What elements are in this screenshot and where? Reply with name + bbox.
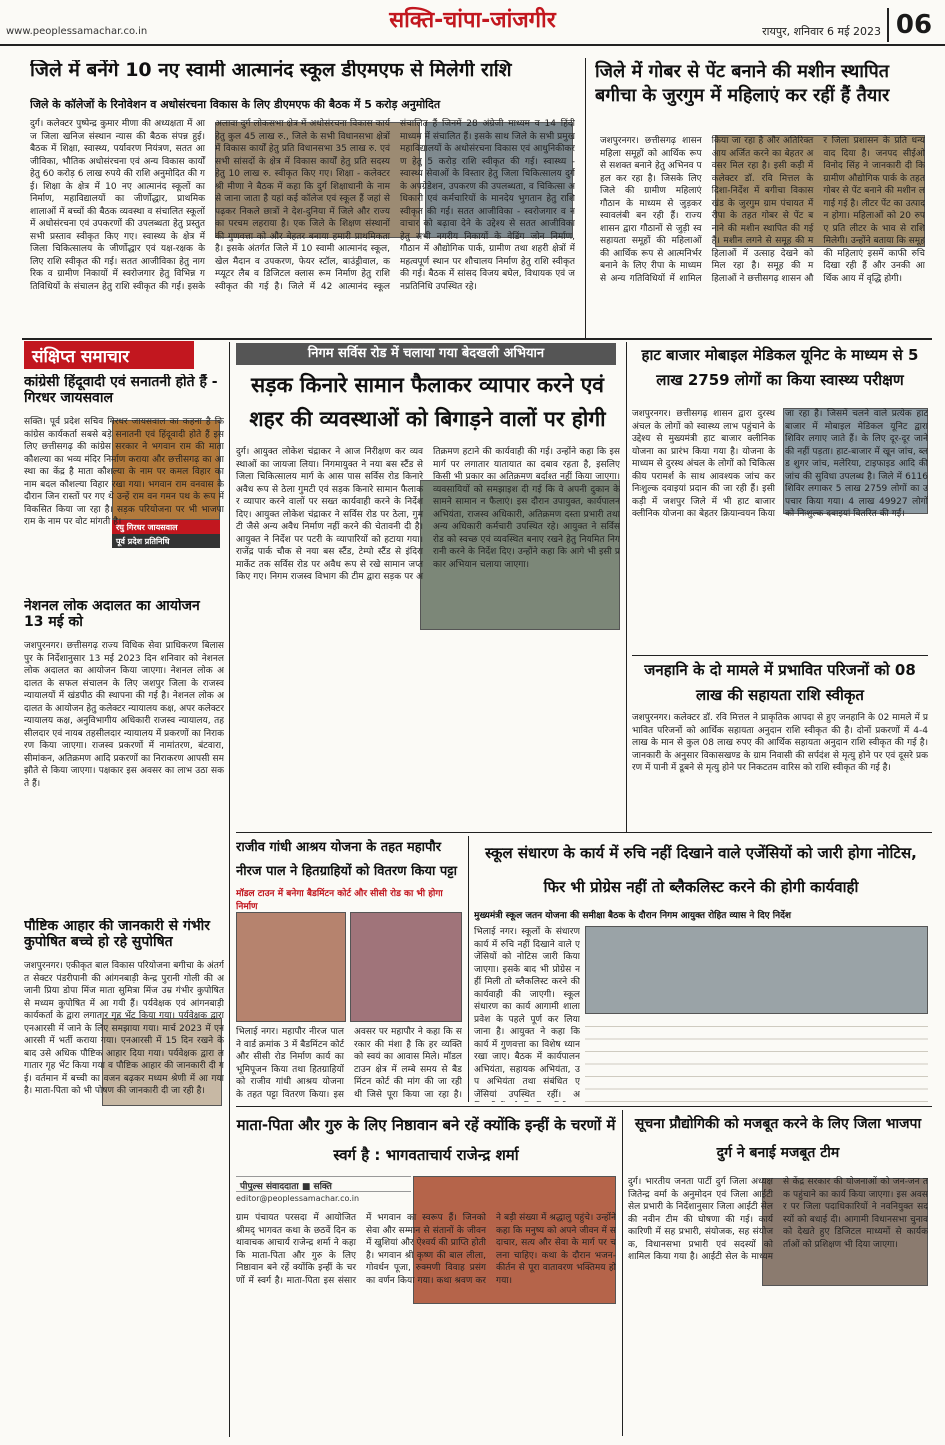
divider: [632, 655, 928, 656]
s9-body: दुर्ग। भारतीय जनता पार्टी दुर्ग जिला अध्यक्ष जितेन्द्र वर्मा के अनुमोदन एवं जिला आईटी सेल प्रभारी के निर्देशानुसार जिला आईटी सेल की नवीन टीम की घोषणा की गई। कार्यकारिणी में सह प्रभारी, संयोजक, सह संयोजक, विधानसभा प्रभारी एवं सदस्यों को शामिल किया गया है। आईटी सेल के माध्यम से केंद्र सरकार की योजनाओं को जन-जन तक पहुंचाने का कार्य किया जाएगा। इस अवसर पर जिला पदाधिकारियों ने नवनियुक्त सदस्यों को बधाई दी। आगामी विधानसभा चुनाव को देखते हुए डिजिटल माध्यमों से कार्यकर्ताओं को प्रशिक्षण भी दिया जाएगा।: [628, 1177, 928, 1262]
divider: [468, 836, 469, 1102]
divider: [229, 342, 230, 1437]
s6-photo-patta-1: [236, 912, 346, 1022]
s1-headline: जिले में बनेंगे 10 नए स्वामी आत्मानंद स्कूल डीएमएफ से मिलेगी राशि: [30, 60, 512, 81]
divider: [622, 1110, 623, 1436]
s3-body: दुर्ग। आयुक्त लोकेश चंद्राकर ने आज निरीक्षण कर व्यवस्थाओं का जायजा लिया। निगमायुक्त ने नया बस स्टैंड से जिला चिकित्सालय मार्ग के आस पास सर्विस रोड किनारे अवैध रूप से ठेला गुमटी एवं सड़क किनारे सामान फैलाकर व्यापार करने वालों पर सख्त कार्यवाही करने के निर्देश दिए। आयुक्त लोकेश चंद्राकर ने सर्विस रोड पर ठेला, गुमटी जैसे अन्य अवैध निर्माण नहीं करने की चेतावनी दी है। आयुक्त ने निर्देश पर पटरी के व्यापारियों को हटाया गया। राजेंद्र पार्क चौक से नया बस स्टैंड, टेम्पो स्टैंड से इंदिरा मार्केट तक सर्विस रोड पर अवैध रूप से रखे सामान जप्त किए गए। निगम राजस्व विभाग की टीम द्वारा सड़क पर अतिक्रमण हटाने की कार्यवाही की गई। उन्होंने कहा कि इस मार्ग पर लगातार यातायात का दबाव रहता है, इसलिए किसी भी प्रकार का अतिक्रमण बर्दाश्त नहीं किया जाएगा। व्यवसायियों को समझाइश दी गई कि वे अपनी दुकान के सामने सामान न फैलाएं। इस दौरान उपायुक्त, कार्यपालन अभियंता, राजस्व अधिकारी, अतिक्रमण दस्ता प्रभारी तथा अन्य अधिकारी कर्मचारी उपस्थित रहे। आयुक्त ने सर्विस रोड को स्वच्छ एवं व्यवस्थित बनाए रखने हेतु नियमित निगरानी करने के निर्देश दिए। उन्होंने कहा कि आगे भी इसी प्रकार अभियान चलाया जाएगा।: [236, 447, 620, 582]
s5-body: जशपुरनगर। कलेक्टर डॉ. रवि मित्तल ने प्राकृतिक आपदा से हुए जनहानि के 02 मामले में प्रभावित परिजनों को आर्थिक सहायता अनुदान राशि स्वीकृत की है। दोनों प्रकरणों में 4-4 लाख के मान से कुल 08 लाख रुपए की आर्थिक सहायता अनुदान राशि स्वीकृत की गई है। जानकारी के अनुसार विकासखण्ड के ग्राम निवासी की सर्पदंश से मृत्यु होने पर एवं दूसरे प्रकरण में पानी में डूबने से मृत्यु होने पर निकटतम वारिस को राशि स्वीकृत की गई है।: [632, 713, 928, 773]
dateline: रायपुर, शनिवार 6 मई 2023: [762, 25, 881, 38]
s1-subhead: जिले के कॉलेजों के रिनोवेशन व अधोसंरचना विकास के लिए डीएमएफ की बैठक में 5 करोड़ अनुमोदित: [30, 98, 441, 111]
brief-photo-name: रघु गिरधर जायसवाल: [112, 520, 220, 534]
s6-photo-patta-2: [350, 912, 462, 1022]
s8-headline: माता-पिता और गुरु के लिए निष्ठावान बने रहें क्योंकि इन्हीं के चरणों में स्वर्ग है : भागवताचार्य राजेन्द्र शर्मा: [236, 1116, 616, 1164]
s6-subhead: मॉडल टाउन में बनेगा बैडमिंटन कोर्ट और सीसी रोड का भी होगा निर्माण: [236, 889, 443, 912]
s7-photo-review-meeting: [585, 926, 928, 1014]
s3-headline: सड़क किनारे सामान फैलाकर व्यापार करने एवं शहर की व्यवस्थाओं को बिगाड़ने वालों पर होगी: [249, 373, 606, 431]
divider: [585, 58, 586, 338]
page-number: 06: [887, 8, 939, 42]
s8-email[interactable]: editor@peoplessamachar.co.in: [236, 1194, 360, 1203]
brief-h2: नेशनल लोक अदालत का आयोजन 13 मई को: [24, 598, 200, 631]
s6-body: भिलाई नगर। महापौर नीरज पाल ने वार्ड क्रमांक 3 में बैडमिंटन कोर्ट और सीसी रोड निर्माण कार्य का भूमिपूजन किया तथा हितग्राहियों को राजीव गांधी आश्रय योजना के तहत पट्टा वितरण किया। इस अवसर पर महापौर ने कहा कि सरकार की मंशा है कि हर व्यक्ति को स्वयं का आवास मिले। मॉडल टाउन क्षेत्र में लम्बे समय से बैडमिंटन कोर्ट की मांग की जा रही थी जिसे पूरा किया जा रहा है।: [236, 1027, 462, 1100]
s4-body: जशपुरनगर। छत्तीसगढ़ शासन द्वारा दुरस्थ अंचल के लोगों को स्वास्थ्य लाभ पहुंचाने के उद्देश्य से मुख्यमंत्री हाट बाजार क्लीनिक योजना का प्रारंभ किया गया है। योजना के माध्यम से दुरस्थ अंचल के लोगों को चिकित्सकीय परामर्श के साथ आवश्यक जांच कर निःशुल्क दवाइयां प्रदान की जा रही हैं। इसी कड़ी में जशपुर जिले में भी हाट बाजार क्लीनिक योजना का बेहतर क्रियान्वयन किया जा रहा है। जिसमें चलने वाले प्रत्येक हाट बाजार में मोबाइल मेडिकल यूनिट द्वारा शिविर लगाए जाते हैं। के लिए दूर-दूर जाने की नहीं पड़ता। हाट-बाजार में खून जांच, ब्लड शुगर जांच, मलेरिया, टाइफाइड आदि की जांच की सुविधा उपलब्ध है। जिले में 6116 शिविर लगाकर 5 लाख 2759 लोगों का उपचार किया गया। 4 लाख 49927 लोगों को निःशुल्क दवाइयां वितरित की गईं।: [632, 409, 928, 519]
brief-b1: सक्ति। पूर्व प्रदेश सचिव गिरधर जायसवाल का कहना है कि कांग्रेस कार्यकर्ता सबसे बड़े सनातनी एवं हिंदूवादी होते हैं इसलिए छत्तीसगढ़ की कांग्रेस सरकार ने भगवान राम की माता कौशल्या का भव्य मंदिर निर्माण कराया और छत्तीसगढ़ का आस्था का केंद्र है माता कौशल्या के नाम पर कमल विहार का नाम बदल कौशल्या विहार रखा गया। भगवान राम वनवास के दौरान जिन रास्तों पर गए थे उन्हें राम वन गमन पथ के रूप में विकसित किया जा रहा है। सड़क परियोजना पर भी भाजपा राम के नाम पर वोट मांगती है।: [24, 417, 224, 527]
brief-b3: जशपुरनगर। एकीकृत बाल विकास परियोजना बगीचा के अंतर्गत सेक्टर पंडरीपानी की आंगनबाड़ी केन्द्र पुरानी गोली की अजानी प्रिया डोपा मिंज माता सुमित्रा मिंज उम्र गंभीर कुपोषित से मध्यम कुपोषित में आ गयी हैं। पर्यवेक्षक एवं आंगनबाड़ी कार्यकर्ता के द्वारा लगातार गृह भेंट किया गया। पर्यवेक्षक द्वारा एनआरसी में जाने के लिए समझाया गया। मार्च 2023 में एनआरसी में भर्ती कराया गया। एनआरसी में 15 दिन रखने के बाद उसे अधिक पौष्टिक आहार दिया गया। पर्यवेक्षक द्वारा लगातार गृह भेंट किया गया व पौष्टिक आहार की जानकारी दी गई। वर्तमान में बच्ची का वजन बढ़कर मध्यम श्रेणी में आ गया है। माता-पिता को भी पोषण की जानकारी दी जा रही है।: [24, 961, 224, 1096]
s4-headline: हाट बाजार मोबाइल मेडिकल यूनिट के माध्यम से 5 लाख 2759 लोगों का किया स्वास्थ्य परीक्षण: [641, 346, 919, 389]
s6-headline: राजीव गांधी आश्रय योजना के तहत महापौर नीरज पाल ने हितग्राहियों को वितरण किया पट्टा: [236, 840, 458, 879]
divider: [236, 832, 932, 833]
s2-headline: जिले में गोबर से पेंट बनाने की मशीन स्थापित बगीचा के जुरगुम में महिलाएं कर रहीं हैं तैयार: [595, 61, 890, 106]
brief-photo-role: पूर्व प्रदेश प्रतिनिधि: [112, 534, 220, 548]
brief-h3: पौष्टिक आहार की जानकारी से गंभीर कुपोषित बच्चे हो रहे सुपोषित: [24, 918, 211, 951]
divider: [22, 338, 932, 340]
s9-headline: सूचना प्रौद्योगिकी को मजबूत करने के लिए जिला भाजपा दुर्ग ने बनाई मजबूत टीम: [634, 1116, 922, 1161]
s1-body: दुर्ग। कलेक्टर पुष्पेन्द्र कुमार मीणा की अध्यक्षता में आज जिला खनिज संस्थान न्यास की बैठक संपन्न हुई। बैठक में शिक्षा, स्वास्थ्य, पर्यावरण नियंत्रण, सतत आजीविका, भौतिक अधोसंरचना एवं अन्य विकास कार्यों हेतु 60 करोड़ 6 लाख रुपये की राशि अनुमोदित की गई। शिक्षा के क्षेत्र में 10 नए आत्मानंद स्कूलों का निर्माण, महाविद्यालयों का जीर्णोद्धार, प्राथमिक शालाओं में बच्चों की बैठक व्यवस्था व संचालित स्कूलों में अधोसंरचना एवं उपकरणों की उपलब्धता हेतु प्रस्तुत सभी प्रस्ताव स्वीकृत किए गए। स्वास्थ्य के क्षेत्र में जिला चिकित्सालय के जीर्णोद्धार एवं यक्ष-रक्षक के लिए राशि स्वीकृत की गई। सतत आजीविका हेतु नागरिक व ग्रामीण निकायों में स्वरोजगार हेतु विभिन्न गतिविधियों के संचालन हेतु राशि स्वीकृत की गई। इसके अलावा दुर्ग लोकसभा क्षेत्र में अधोसंरचना विकास कार्य हेतु कुल 45 लाख रु., जिले के सभी विधानसभा क्षेत्रों में विकास कार्यों हेतु प्रति विधानसभा 35 लाख रु. एवं सभी सांसदों के क्षेत्र में विकास कार्यों हेतु प्रति सदस्य हेतु 10 लाख रु. स्वीकृत किए गए। शिक्षा - कलेक्टर श्री मीणा ने बैठक में कहा कि दुर्ग शिक्षाधानी के नाम से जाना जाता है यहां कई कॉलेज एवं स्कूल हैं जहां से पढ़कर निकले छात्रों ने देश-दुनिया में जिले और राज्य का परचम लहराया है। एक जिले के शिक्षण संस्थानों की गुणवत्ता को और बेहतर बनाया हमारी प्राथमिकता है। इसके अंतर्गत जिले में 10 स्वामी आत्मानंद स्कूल, खेल मैदान व उपकरण, फेयर स्टॉल, बाउंड्रीवाल, कम्प्यूटर लैब व डिजिटल क्लास रूम निर्माण हेतु राशि स्वीकृत की गई है। जिले में 42 आत्मानंद स्कूल संचालित हैं जिनमें 28 अंग्रेजी माध्यम व 14 हिंदी माध्यम में संचालित हैं। इसके साथ जिले के सभी प्रमुख महाविद्यालयों के अधोसंरचना विकास एवं आधुनिकीकरण हेतु 5 करोड़ राशि स्वीकृत की गई। स्वास्थ्य - स्वास्थ्य सेवाओं के विस्तार हेतु जिला चिकित्सालय दुर्ग के अपग्रेडेशन, उपकरण की उपलब्धता, व चिकित्सा अधिकारी एवं कर्मचारियों के मानदेय भुगतान हेतु राशि स्वीकृत की गई। सतत आजीविका - स्वरोजगार व नवाचार को बढ़ावा देने के उद्देश्य से सतत आजीविका हेतु सभी नगरीय निकायों के वेडिंग जोन निर्माण, गौठान में औद्योगिक पार्क, ग्रामीण तथा शहरी क्षेत्रों में महत्वपूर्ण स्थान पर शौचालय निर्माण हेतु राशि स्वीकृत की गई। बैठक में सांसद विजय बघेल, विधायक एवं जनप्रतिनिधि उपस्थित रहे।: [30, 119, 575, 292]
s3-kicker: निगम सर्विस रोड में चलाया गया बेदखली अभियान: [236, 343, 616, 365]
brief-news-header: संक्षिप्त समाचार: [24, 341, 194, 369]
divider: [236, 1106, 932, 1107]
section-title: सक्ति-चांपा-जांजगीर: [389, 8, 556, 33]
s7-body: भिलाई नगर। स्कूलों के संधारण कार्य में रुचि नहीं दिखाने वाले एजेंसियों को नोटिस जारी किया जाएगा। इसके बाद भी प्रोग्रेस नहीं मिली तो ब्लैकलिस्ट करने की कार्यवाही की जाएगी। स्कूल संधारण का कार्य आगामी शाला प्रवेश के पहले पूर्ण कर लिया जाना है। आयुक्त ने कहा कि कार्य में गुणवत्ता का विशेष ध्यान रखा जाए। बैठक में कार्यपालन अभियंता, सहायक अभियंता, उप अभियंता तथा संबंधित एजेंसियां उपस्थित रहीं। अ: [474, 927, 580, 1100]
s8-body: ग्राम पंचायत परसदा में आयोजित श्रीमद् भागवत कथा के छठवें दिन कथावाचक आचार्य राजेन्द्र शर्मा ने कहा कि माता-पिता और गुरु के लिए निष्ठावान बने रहें क्योंकि इन्हीं के चरणों में स्वर्ग है। माता-पिता इस संसार में भगवान का स्वरूप हैं। जिनको सेवा और सम्मान से संतानों के जीवन में खुशियां और ऐश्वर्य की प्राप्ति होती है। भगवान श्री कृष्ण की बाल लीला, गोवर्धन पूजा, रुक्मणी विवाह प्रसंग का वर्णन किया गया। कथा श्रवण करने बड़ी संख्या में श्रद्धालु पहुंचे। उन्होंने कहा कि मनुष्य को अपने जीवन में सदाचार, सत्य और सेवा के मार्ग पर चलना चाहिए। कथा के दौरान भजन-कीर्तन से पूरा वातावरण भक्तिमय हो गया।: [236, 1213, 616, 1286]
s8-byline: पीपुल्स संवाददाता ■ सक्ति: [236, 1176, 411, 1192]
s7-body-continued: [585, 1018, 928, 1102]
s7-subhead: मुख्यमंत्री स्कूल जतन योजना की समीक्षा बैठक के दौरान निगम आयुक्त रोहित व्यास ने दिए निर्देश: [474, 911, 791, 921]
s5-headline: जनहानि के दो मामले में प्रभावित परिजनों को 08 लाख की सहायता राशि स्वीकृत: [644, 661, 916, 704]
divider: [626, 342, 627, 832]
brief-h1: कांग्रेसी हिंदूवादी एवं सनातनी होते हैं - गिरधर जायसवाल: [24, 374, 218, 407]
brief-b2: जशपुरनगर। छत्तीसगढ़ राज्य विधिक सेवा प्राधिकरण बिलासपुर के निर्देशानुसार 13 मई 2023 दिन शनिवार को नेशनल लोक अदालत का आयोजन किया जाएगा। नेशनल लोक अदालत के सफल संचालन के लिए जशपुर जिला के राजस्व न्यायालयों में खंडपीठ की स्थापना की गई है। नेशनल लोक अदालत के आयोजन हेतु कलेक्टर न्यायालय कक्ष, अपर कलेक्टर न्यायालय कक्ष, अनुविभागीय अधिकारी राजस्व न्यायालय, तहसीलदार एवं नायब तहसीलदार न्यायालय में प्रकरणों का निराकरण किया जाएगा। राजस्व प्रकरणों में नामांतरण, बंटवारा, सीमांकन, अतिक्रमण आदि प्रकरणों का निराकरण आपसी समझौते से किया जाएगा। पक्षकार इस अवसर का लाभ उठा सकते हैं।: [24, 641, 224, 789]
s7-headline: स्कूल संधारण के कार्य में रुचि नहीं दिखाने वाले एजेंसियों को जारी होगा नोटिस, फिर भी प्रोग्रेस नहीं तो ब्लैकलिस्ट करने की होगी कार्यवाही: [485, 844, 917, 896]
s2-body: जशपुरनगर। छत्तीसगढ़ शासन महिला समूहों को आर्थिक रूप से सशक्त बनाने हेतु अभिनव पहल कर रहा है। जिसके लिए जिले की ग्रामीण महिलाएं गौठान के माध्यम से जुड़कर स्वावलंबी बन रही हैं। राज्य शासन द्वारा गौठानों से जुड़ी स्व सहायता समूहों की महिलाओं की आर्थिक रूप से आत्मनिर्भर बनाने के लिए रीपा के माध्यम से अन्य गतिविधियों में शामिल किया जा रहा है और अतिरिक्त आय अर्जित करने का बेहतर अवसर मिल रहा है। इसी कड़ी में कलेक्टर डॉ. रवि मित्तल के दिशा-निर्देश में बगीचा विकासखंड के जुरगुम ग्राम पंचायत में रीपा के तहत गोबर से पेंट बनाने की मशीन स्थापित की गई है। मशीन लगने से समूह की महिलाओं में उत्साह देखने को मिल रहा है। समूह की महिलाओं ने छत्तीसगढ़ शासन और जिला प्रशासन के प्रति धन्यवाद दिया है। जनपद सीईओ विनोद सिंह ने जानकारी दी कि ग्रामीण औद्योगिक पार्क के तहत गोबर से पेंट बनाने की मशीन लगाई गई है। लीटर पेंट का उत्पादन होगा। महिलाओं को 20 रुपए प्रति लीटर के भाव से राशि मिलेगी। उन्होंने बताया कि समूह की महिलाएं इसमें काफी रुचि दिखा रही हैं और उनकी आर्थिक आय में वृद्धि होगी।: [600, 136, 925, 284]
website-url[interactable]: www.peoplessamachar.co.in: [6, 26, 148, 37]
